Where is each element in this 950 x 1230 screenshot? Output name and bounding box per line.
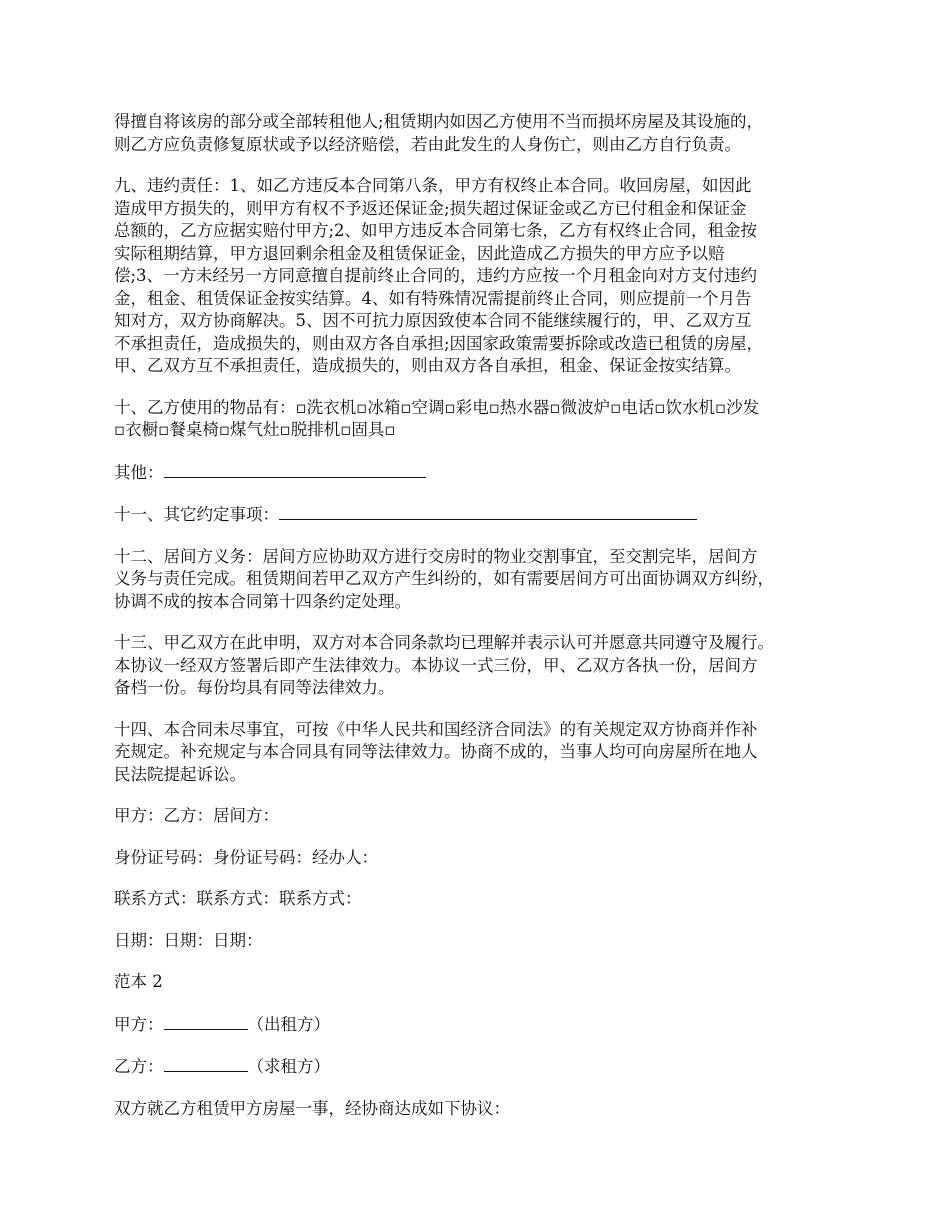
signature-parties: 甲方：乙方：居间方： [114,806,279,825]
text-line: 偿;3、一方未经另一方同意擅自提前终止合同的，违约方应按一个月租金向对方支付违约 [114,266,758,285]
text-line: 十、乙方使用的物品有：▫洗衣机▫冰箱▫空调▫彩电▫热水器▫微波炉▫电话▫饮水机▫沙发 [114,397,760,417]
other-label: 其他： [114,462,164,482]
paragraph-declaration [114,632,844,700]
text-line: 协调不成的按本合同第十四条约定处理。 [114,591,411,611]
other-field [114,461,844,485]
other-agreements-label: 十一、其它约定事项： [114,505,279,524]
text-line: 充规定。补充规定与本合同具有同等法律效力。协商不成的，当事人均可向房屋所在地人 [114,742,758,761]
paragraph-sublet-clause [114,111,844,156]
paragraph-breach-liability [114,175,844,378]
text-line: 不承担责任，造成损失的，则由双方各自承担;因国家政策需要拆除或改造已租赁的房屋， [114,333,764,353]
template-2-title: 范本 2 [114,972,163,991]
text-line: 实际租期结算，甲方退回剩余租金及租赁保证金，因此造成乙方损失的甲方应予以赔 [114,243,725,263]
document-content [114,111,844,1139]
text-line: 九、违约责任：1、如乙方违反本合同第八条，甲方有权终止本合同。收回房屋，如因此 [114,176,752,195]
party-a-label: 甲方： [114,1014,164,1034]
text-line: 本协议一经双方签署后即产生法律效力。本协议一式三份，甲、乙双方各执一份，居间方 [114,655,758,675]
other-agreements-field [114,503,844,527]
party-a-blank-line [164,1013,248,1030]
text-line: 总额的，乙方应据实赔付甲方;2、如甲方违反本合同第七条，乙方有权终止合同，租金按 [114,221,758,240]
text-line: 甲、乙双方互不承担责任，造成损失的，则由双方各自承担，租金、保证金按实结算。 [114,356,741,375]
template-2-intro: 双方就乙方租赁甲方房屋一事，经协商达成如下协议： [114,1098,510,1118]
text-line: 民法院提起诉讼。 [114,764,246,784]
text-line: 得擅自将该房的部分或全部转租他人;租赁期内如因乙方使用不当而损坏房屋及其设施的， [114,112,764,131]
other-blank-line [164,461,426,478]
text-line: 十三、甲乙双方在此申明，双方对本合同条款均已理解并表示认可并愿意共同遵守及履行。 [114,633,774,652]
signature-dates: 日期：日期：日期： [114,930,263,950]
party-a-field [114,1013,844,1037]
party-b-blank-line [164,1055,248,1072]
signature-contacts: 联系方式：联系方式：联系方式： [114,889,362,908]
text-line: 十二、居间方义务：居间方应协助双方进行交房时的物业交割事宜，至交割完毕，居间方 [114,546,758,566]
text-line: 知对方，双方协商解决。5、因不可抗力原因致使本合同不能继续履行的，甲、乙双方互 [114,311,752,330]
text-line: 则乙方应负责修复原状或予以经济赔偿，若由此发生的人身伤亡，则由乙方自行负责。 [114,134,741,154]
paragraph-items-used [114,397,844,442]
text-line: 金，租金、租赁保证金按实结算。4、如有特殊情况需提前终止合同，则应提前一个月告 [114,288,752,308]
text-line: 造成甲方损失的，则甲方有权不予返还保证金;损失超过保证金或乙方已付租金和保证金 [114,198,747,218]
signature-id-numbers: 身份证号码：身份证号码：经办人： [114,847,378,867]
party-b-field [114,1055,844,1079]
paragraph-intermediary-duties [114,546,844,614]
text-line: ▫衣橱▫餐桌椅▫煤气灶▫脱排机▫固具▫ [114,420,396,439]
text-line: 十四、本合同未尽事宜，可按《中华人民共和国经济合同法》的有关规定双方协商并作补 [114,719,758,739]
text-line: 备档一份。每份均具有同等法律效力。 [114,678,395,697]
text-line: 义务与责任完成。租赁期间若甲乙双方产生纠纷的，如有需要居间方可出面协调双方纠纷， [114,569,774,588]
party-b-label: 乙方： [114,1057,164,1076]
paragraph-supplementary [114,719,844,787]
other-agreements-blank-line [279,503,697,520]
party-a-role: （出租方） [247,1014,330,1034]
party-b-role: （求租方） [247,1057,330,1076]
